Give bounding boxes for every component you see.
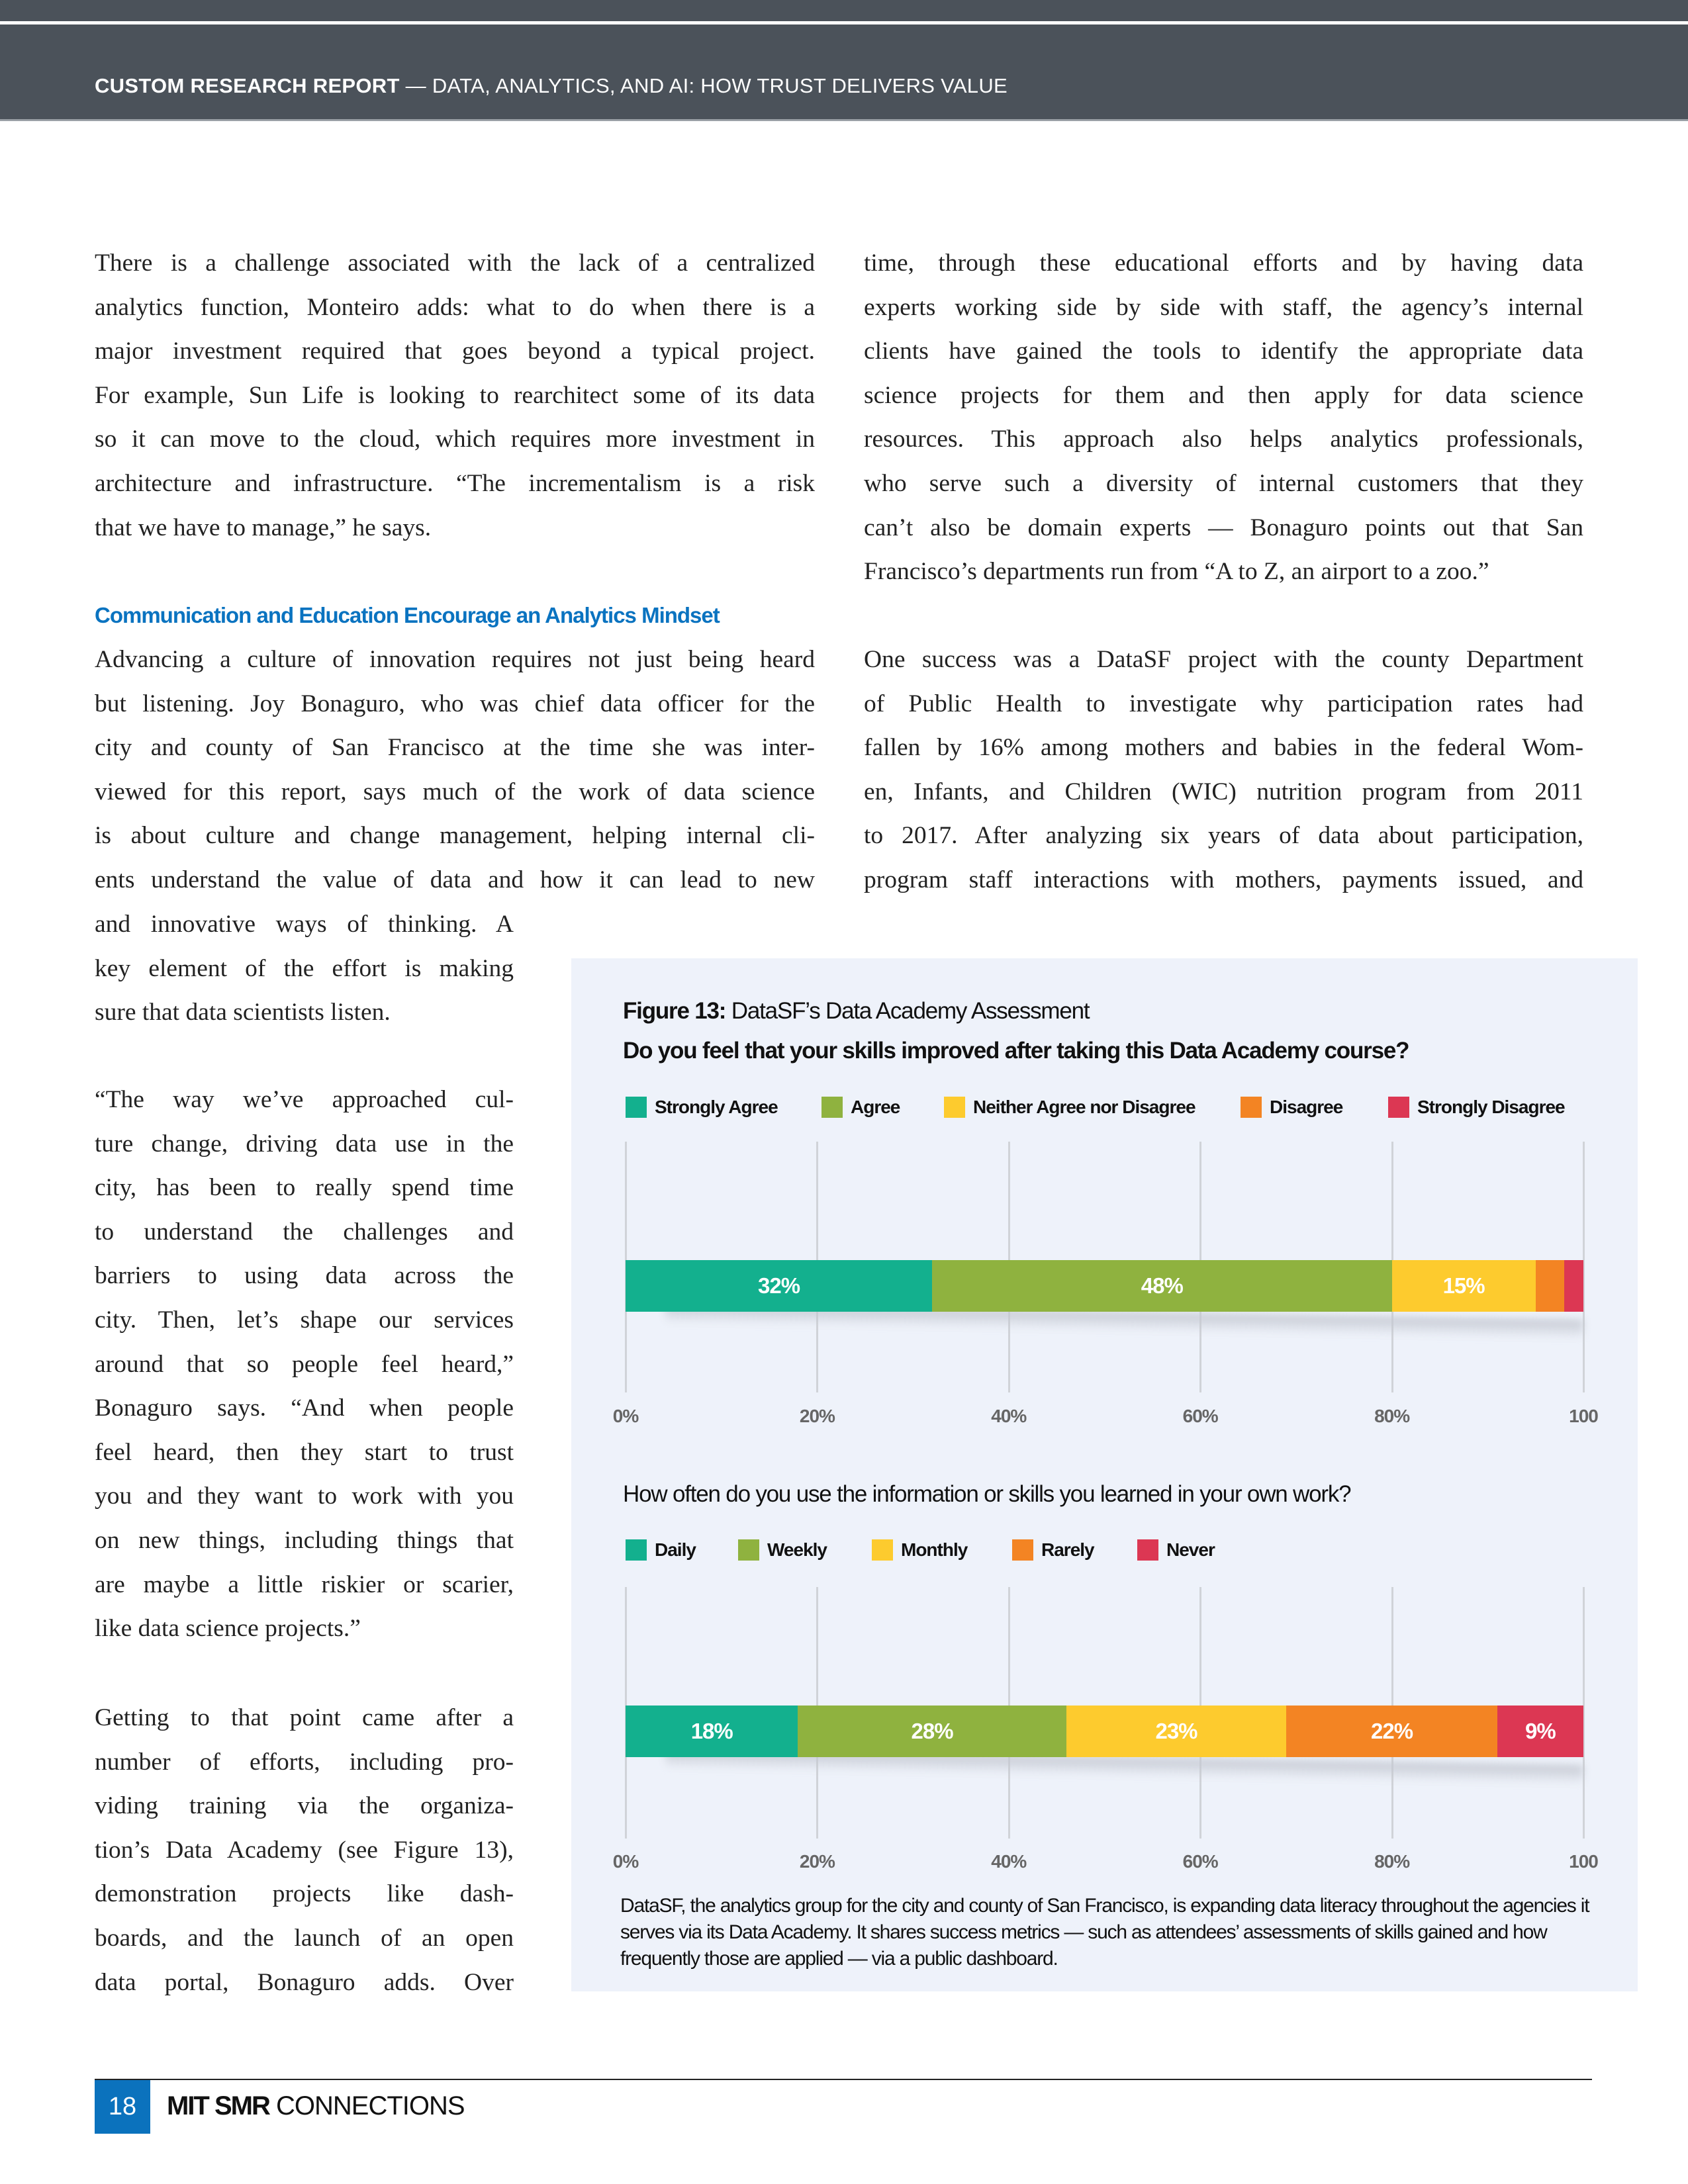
chart-1-title: Do you feel that your skills improved after taking this Data Academy course? [623, 1038, 1409, 1064]
legend-swatch-icon [872, 1539, 893, 1561]
legend-swatch-icon [1241, 1097, 1262, 1118]
text-line: to 2017. After analyzing six years of data about participation, [864, 822, 1583, 850]
bar-data-label: 28% [911, 1719, 953, 1743]
text-line: Advancing a culture of innovation requires not just being heard [95, 646, 815, 673]
chart-1-legend-item [1388, 1097, 1565, 1118]
legend-label: Strongly Agree [655, 1097, 778, 1117]
text-line: One success was a DataSF project with the county Department [864, 646, 1583, 673]
bar-data-label: 18% [690, 1719, 733, 1743]
text-line: number of efforts, including pro- [95, 1748, 514, 1776]
chart-2-bar-segment-weekly [798, 1706, 1066, 1757]
text-line: fallen by 16% among mothers and babies in the federal Wom- [864, 734, 1583, 762]
legend-swatch-icon [738, 1539, 759, 1561]
text-line: but listening. Joy Bonaguro, who was chief data officer for the [95, 690, 815, 717]
text-line: you and they want to work with you [95, 1482, 514, 1510]
legend-label: Disagree [1270, 1097, 1343, 1117]
chart-2-legend-item [872, 1539, 967, 1561]
chart-2-x-tick-label: 0% [612, 1851, 639, 1872]
text-line: city, has been to really spend time [95, 1174, 514, 1202]
text-line: viding training via the organiza- [95, 1792, 514, 1820]
bar-data-label: 23% [1155, 1719, 1197, 1743]
chart-2-legend-item [1137, 1539, 1215, 1561]
figure-caption: DataSF, the analytics group for the city and county of San Francisco, is expanding data literacy throughout the agencies it serves via its Data Academy. It shares success metrics — such as attendees’ assessments of skills gained and how frequently those are applied — via a public dashboard. [620, 1895, 1589, 1970]
right-paragraph-1 [864, 242, 1583, 594]
page-number: 18 [95, 2080, 150, 2134]
legend-swatch-icon [1137, 1539, 1158, 1561]
legend-label: Rarely [1041, 1539, 1094, 1560]
text-line: ture change, driving data use in the [95, 1130, 514, 1158]
text-line: like data science projects.” [95, 1615, 361, 1643]
brand-bold: MIT SMR [167, 2091, 269, 2120]
chart-1-x-tick-label: 40% [991, 1406, 1027, 1426]
chart-1-bar-segment-agree [932, 1260, 1392, 1312]
text-line: can’t also be domain experts — Bonaguro points out that San [864, 514, 1583, 541]
bar-data-label: 32% [757, 1273, 800, 1298]
text-line: viewed for this report, says much of the work of data science [95, 778, 815, 805]
text-line: program staff interactions with mothers, payments issued, and [864, 866, 1583, 893]
running-header [0, 0, 1688, 121]
chart-2-x-tick-label: 20% [799, 1851, 835, 1872]
header-title [95, 74, 1008, 98]
legend-label: Weekly [767, 1539, 827, 1560]
text-line: to understand the challenges and [95, 1218, 514, 1246]
figure-title [623, 998, 1089, 1024]
legend-label: Monthly [901, 1539, 968, 1560]
brand-logo [167, 2091, 465, 2121]
chart-1-bar-segment-strongly-agree [626, 1260, 932, 1312]
chart-1-x-tick-label: 60% [1182, 1406, 1218, 1426]
text-line: city. Then, let’s shape our services [95, 1306, 514, 1334]
text-line: city and county of San Francisco at the time she was inter- [95, 734, 815, 762]
chart-1-x-tick-label: 80% [1374, 1406, 1410, 1426]
chart-1-x-tick-label: 20% [799, 1406, 835, 1426]
chart-1-x-tick-label: 100 [1569, 1406, 1598, 1426]
text-line: Bonaguro says. “And when people [95, 1394, 514, 1422]
chart-1-legend-item [1241, 1097, 1342, 1118]
legend-label: Agree [851, 1097, 900, 1117]
text-line: data portal, Bonaguro adds. Over [95, 1968, 514, 1996]
text-line: For example, Sun Life is looking to rearchitect some of its data [95, 381, 815, 409]
text-line: science projects for them and then apply for data science [864, 381, 1583, 409]
chart-1-legend-item [821, 1097, 900, 1118]
text-line: analytics function, Monteiro adds: what to do when there is a [95, 293, 815, 321]
text-line: of Public Health to investigate why participation rates had [864, 690, 1583, 717]
chart-2-bar-segment-monthly [1066, 1706, 1287, 1757]
legend-swatch-icon [1388, 1097, 1409, 1118]
chart-2-x-tick-label: 100 [1569, 1851, 1598, 1872]
text-line: feel heard, then they start to trust [95, 1438, 514, 1466]
text-line: clients have gained the tools to identify the appropriate data [864, 338, 1583, 365]
text-line: time, through these educational efforts and by having data [864, 250, 1583, 277]
text-line: major investment required that goes beyond a typical project. [95, 338, 815, 365]
bar-data-label: 9% [1525, 1719, 1556, 1743]
chart-2-x-tick-label: 40% [991, 1851, 1027, 1872]
chart-2-x-tick-label: 80% [1374, 1851, 1410, 1872]
header-title-rest: — DATA, ANALYTICS, AND AI: HOW TRUST DELIVERS VALUE [399, 74, 1008, 97]
left-paragraph-2 [95, 638, 815, 903]
bar-data-label: 15% [1442, 1273, 1485, 1298]
legend-swatch-icon [626, 1539, 647, 1561]
figure-13-box [571, 958, 1638, 1991]
brand-rest: CONNECTIONS [269, 2091, 465, 2120]
text-line: boards, and the launch of an open [95, 1924, 514, 1952]
text-line: resources. This approach also helps analytics professionals, [864, 426, 1583, 453]
text-line: that we have to manage,” he says. [95, 514, 432, 541]
text-line: demonstration projects like dash- [95, 1880, 514, 1908]
text-line: is about culture and change management, helping internal cli- [95, 822, 815, 850]
chart-2-legend-item [738, 1539, 827, 1561]
chart-1-legend-item [944, 1097, 1196, 1118]
chart-2-bar-segment-daily [626, 1706, 798, 1757]
chart-2-legend-item [1012, 1539, 1094, 1561]
chart-1-bar-segment-strongly-disagree [1564, 1260, 1583, 1312]
legend-swatch-icon [626, 1097, 647, 1118]
legend-label: Daily [655, 1539, 696, 1560]
figure-title-text: DataSF’s Data Academy Assessment [726, 998, 1090, 1024]
chart-1-bar-segment-neither-agree-nor-disagree [1392, 1260, 1536, 1312]
header-title-bold: CUSTOM RESEARCH REPORT [95, 74, 400, 97]
chart-1-bar-segment-disagree [1536, 1260, 1564, 1312]
text-line: tion’s Data Academy (see Figure 13), [95, 1836, 514, 1864]
chart-2-bar-segment-rarely [1286, 1706, 1497, 1757]
legend-label: Strongly Disagree [1417, 1097, 1565, 1117]
left-paragraph-3-quote [95, 1078, 514, 1651]
text-line: sure that data scientists listen. [95, 999, 391, 1026]
footer-rule [95, 2079, 1592, 2080]
right-paragraph-2 [864, 638, 1583, 903]
text-line: around that so people feel heard,” [95, 1350, 514, 1378]
bar-data-label: 48% [1141, 1273, 1183, 1298]
header-rule [0, 21, 1688, 24]
chart-2-legend-item [626, 1539, 696, 1561]
chart-1-legend-item [626, 1097, 778, 1118]
text-line: experts working side by side with staff, the agency’s internal [864, 293, 1583, 321]
text-line: There is a challenge associated with the lack of a centralized [95, 250, 815, 277]
chart-2-bar-segment-never [1497, 1706, 1583, 1757]
bar-data-label: 22% [1371, 1719, 1413, 1743]
figure-label: Figure 13: [623, 998, 726, 1024]
legend-label: Neither Agree nor Disagree [973, 1097, 1196, 1117]
text-line: en, Infants, and Children (WIC) nutrition program from 2011 [864, 778, 1583, 805]
text-line: “The way we’ve approached cul- [95, 1086, 514, 1113]
text-line: key element of the effort is making [95, 954, 514, 982]
text-line: ents understand the value of data and how it can lead to new [95, 866, 815, 893]
chart-2-x-tick-label: 60% [1182, 1851, 1218, 1872]
left-paragraph-4 [95, 1696, 514, 2005]
section-heading: Communication and Education Encourage an Analytics Mindset [95, 603, 720, 627]
legend-swatch-icon [944, 1097, 965, 1118]
text-line: barriers to using data across the [95, 1262, 514, 1290]
legend-swatch-icon [1012, 1539, 1033, 1561]
text-line: who serve such a diversity of internal customers that they [864, 469, 1583, 497]
text-line: Getting to that point came after a [95, 1704, 514, 1731]
left-paragraph-2-continued [95, 903, 514, 1035]
chart-2-title: How often do you use the information or skills you learned in your own work? [623, 1481, 1351, 1507]
legend-swatch-icon [821, 1097, 843, 1118]
text-line: so it can move to the cloud, which requires more investment in [95, 426, 815, 453]
text-line: are maybe a little riskier or scarier, [95, 1570, 514, 1598]
text-line: architecture and infrastructure. “The incrementalism is a risk [95, 469, 815, 497]
legend-label: Never [1166, 1539, 1215, 1560]
chart-1-x-tick-label: 0% [612, 1406, 639, 1426]
text-line: on new things, including things that [95, 1526, 514, 1554]
text-line: and innovative ways of thinking. A [95, 911, 514, 938]
left-paragraph-1 [95, 242, 815, 550]
text-line: Francisco’s departments run from “A to Z, an airport to a zoo.” [864, 558, 1489, 586]
